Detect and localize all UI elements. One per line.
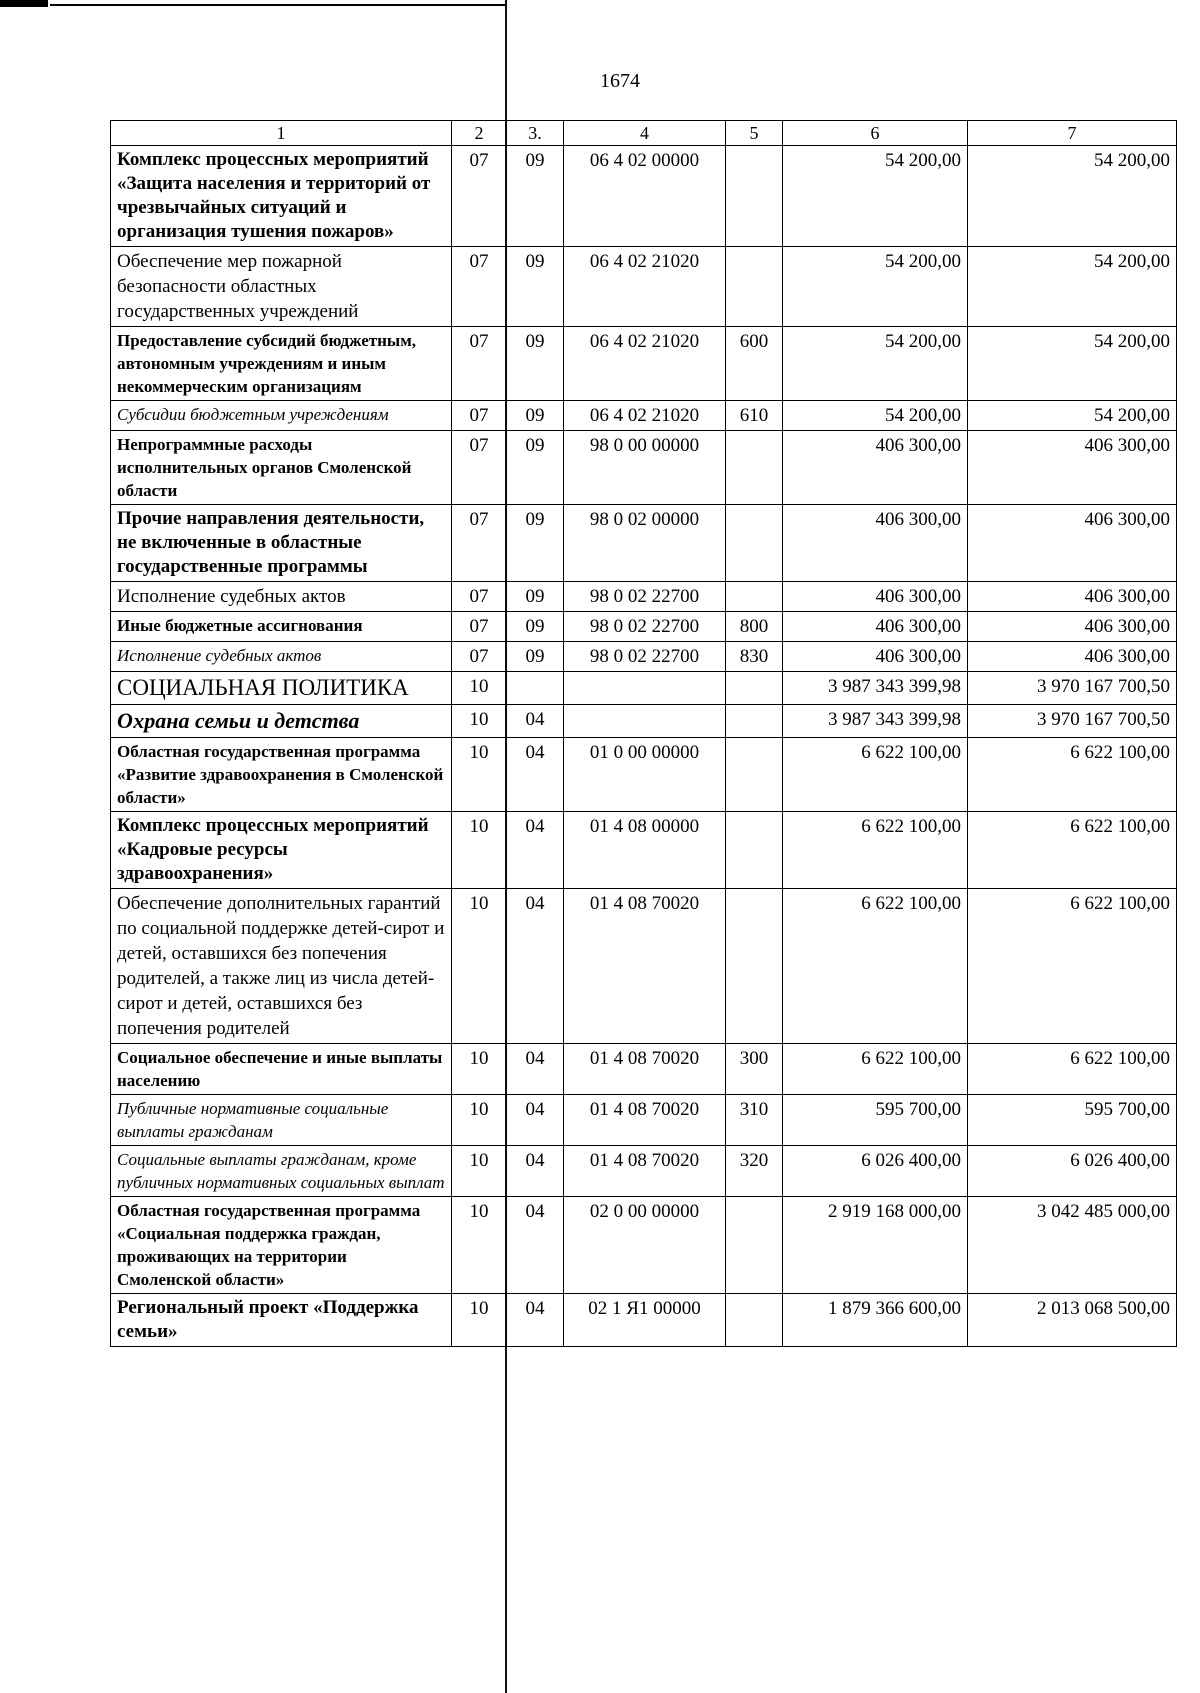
amount-col6: 54 200,00 bbox=[783, 146, 968, 247]
section-code: 10 bbox=[452, 672, 507, 705]
row-name: Иные бюджетные ассигнования bbox=[111, 612, 452, 642]
expense-type bbox=[726, 705, 783, 738]
row-name: Региональный проект «Поддержка семьи» bbox=[111, 1294, 452, 1347]
table-row bbox=[111, 505, 1177, 582]
row-name: Социальные выплаты гражданам, кроме публичных нормативных социальных выплат bbox=[111, 1146, 452, 1197]
section-code: 07 bbox=[452, 247, 507, 327]
target-code: 01 4 08 00000 bbox=[564, 812, 726, 889]
table-row bbox=[111, 401, 1177, 431]
section-code: 10 bbox=[452, 1044, 507, 1095]
row-name: Обеспечение мер пожарной безопасности областных государственных учреждений bbox=[111, 247, 452, 327]
expense-type: 600 bbox=[726, 327, 783, 401]
amount-col7: 3 042 485 000,00 bbox=[968, 1197, 1177, 1294]
amount-col6: 6 622 100,00 bbox=[783, 889, 968, 1044]
column-header: 6 bbox=[783, 121, 968, 146]
amount-col7: 406 300,00 bbox=[968, 431, 1177, 505]
target-code: 98 0 02 22700 bbox=[564, 642, 726, 672]
section-code: 10 bbox=[452, 738, 507, 812]
section-code: 07 bbox=[452, 401, 507, 431]
expense-type bbox=[726, 431, 783, 505]
subsection-code: 09 bbox=[507, 582, 564, 612]
target-code: 01 0 00 00000 bbox=[564, 738, 726, 812]
target-code: 98 0 00 00000 bbox=[564, 431, 726, 505]
expense-type bbox=[726, 247, 783, 327]
page-number: 1674 bbox=[600, 70, 640, 92]
expense-type: 800 bbox=[726, 612, 783, 642]
section-code: 07 bbox=[452, 582, 507, 612]
amount-col7: 54 200,00 bbox=[968, 247, 1177, 327]
amount-col7: 54 200,00 bbox=[968, 146, 1177, 247]
subsection-code: 04 bbox=[507, 889, 564, 1044]
column-header: 7 bbox=[968, 121, 1177, 146]
column-header: 3. bbox=[507, 121, 564, 146]
table-row bbox=[111, 812, 1177, 889]
row-name: Исполнение судебных актов bbox=[111, 642, 452, 672]
column-header: 4 bbox=[564, 121, 726, 146]
table-row bbox=[111, 705, 1177, 738]
target-code: 98 0 02 22700 bbox=[564, 612, 726, 642]
target-code: 01 4 08 70020 bbox=[564, 1146, 726, 1197]
subsection-code: 09 bbox=[507, 431, 564, 505]
section-code: 10 bbox=[452, 812, 507, 889]
subsection-code: 04 bbox=[507, 738, 564, 812]
expense-type bbox=[726, 582, 783, 612]
subsection-code: 04 bbox=[507, 1044, 564, 1095]
amount-col6: 406 300,00 bbox=[783, 612, 968, 642]
table-row bbox=[111, 1294, 1177, 1347]
target-code: 06 4 02 00000 bbox=[564, 146, 726, 247]
target-code bbox=[564, 672, 726, 705]
target-code bbox=[564, 705, 726, 738]
amount-col7: 3 970 167 700,50 bbox=[968, 705, 1177, 738]
budget-table bbox=[110, 120, 1177, 1347]
expense-type bbox=[726, 146, 783, 247]
amount-col7: 406 300,00 bbox=[968, 582, 1177, 612]
amount-col6: 6 622 100,00 bbox=[783, 738, 968, 812]
row-name: Социальное обеспечение и иные выплаты населению bbox=[111, 1044, 452, 1095]
subsection-code: 04 bbox=[507, 1197, 564, 1294]
row-name: Областная государственная программа «Развитие здравоохранения в Смоленской области» bbox=[111, 738, 452, 812]
row-name: Субсидии бюджетным учреждениям bbox=[111, 401, 452, 431]
table-row bbox=[111, 889, 1177, 1044]
table-row bbox=[111, 431, 1177, 505]
amount-col7: 6 622 100,00 bbox=[968, 889, 1177, 1044]
row-name: СОЦИАЛЬНАЯ ПОЛИТИКА bbox=[111, 672, 452, 705]
amount-col6: 1 879 366 600,00 bbox=[783, 1294, 968, 1347]
amount-col7: 2 013 068 500,00 bbox=[968, 1294, 1177, 1347]
row-name: Прочие направления деятельности, не включенные в областные государственные программы bbox=[111, 505, 452, 582]
scan-artifact-line bbox=[50, 4, 507, 6]
amount-col7: 406 300,00 bbox=[968, 642, 1177, 672]
table-row bbox=[111, 1197, 1177, 1294]
section-code: 07 bbox=[452, 612, 507, 642]
table-row bbox=[111, 327, 1177, 401]
expense-type: 300 bbox=[726, 1044, 783, 1095]
expense-type bbox=[726, 738, 783, 812]
section-code: 10 bbox=[452, 1095, 507, 1146]
amount-col6: 6 026 400,00 bbox=[783, 1146, 968, 1197]
table-row bbox=[111, 582, 1177, 612]
table-row bbox=[111, 612, 1177, 642]
table-row bbox=[111, 247, 1177, 327]
section-code: 10 bbox=[452, 1197, 507, 1294]
section-code: 10 bbox=[452, 1294, 507, 1347]
section-code: 07 bbox=[452, 505, 507, 582]
subsection-code bbox=[507, 672, 564, 705]
expense-type bbox=[726, 505, 783, 582]
section-code: 07 bbox=[452, 327, 507, 401]
amount-col7: 406 300,00 bbox=[968, 612, 1177, 642]
amount-col6: 2 919 168 000,00 bbox=[783, 1197, 968, 1294]
amount-col6: 54 200,00 bbox=[783, 401, 968, 431]
row-name: Предоставление субсидий бюджетным, автономным учреждениям и иным некоммерческим организациям bbox=[111, 327, 452, 401]
subsection-code: 09 bbox=[507, 612, 564, 642]
subsection-code: 09 bbox=[507, 505, 564, 582]
amount-col6: 595 700,00 bbox=[783, 1095, 968, 1146]
target-code: 01 4 08 70020 bbox=[564, 1095, 726, 1146]
table-row bbox=[111, 642, 1177, 672]
target-code: 06 4 02 21020 bbox=[564, 327, 726, 401]
amount-col6: 406 300,00 bbox=[783, 505, 968, 582]
amount-col6: 3 987 343 399,98 bbox=[783, 705, 968, 738]
amount-col6: 6 622 100,00 bbox=[783, 812, 968, 889]
table-header-row bbox=[111, 121, 1177, 146]
target-code: 02 0 00 00000 bbox=[564, 1197, 726, 1294]
section-code: 10 bbox=[452, 889, 507, 1044]
section-code: 10 bbox=[452, 705, 507, 738]
table-row bbox=[111, 738, 1177, 812]
expense-type: 830 bbox=[726, 642, 783, 672]
table-row bbox=[111, 1146, 1177, 1197]
subsection-code: 09 bbox=[507, 146, 564, 247]
target-code: 01 4 08 70020 bbox=[564, 1044, 726, 1095]
column-header: 2 bbox=[452, 121, 507, 146]
amount-col7: 6 622 100,00 bbox=[968, 1044, 1177, 1095]
row-name: Комплекс процессных мероприятий «Кадровые ресурсы здравоохранения» bbox=[111, 812, 452, 889]
column-header: 5 bbox=[726, 121, 783, 146]
amount-col6: 406 300,00 bbox=[783, 431, 968, 505]
amount-col6: 6 622 100,00 bbox=[783, 1044, 968, 1095]
expense-type bbox=[726, 672, 783, 705]
subsection-code: 04 bbox=[507, 1146, 564, 1197]
amount-col7: 54 200,00 bbox=[968, 401, 1177, 431]
subsection-code: 04 bbox=[507, 812, 564, 889]
section-code: 07 bbox=[452, 146, 507, 247]
expense-type: 320 bbox=[726, 1146, 783, 1197]
amount-col6: 54 200,00 bbox=[783, 327, 968, 401]
target-code: 02 1 Я1 00000 bbox=[564, 1294, 726, 1347]
amount-col7: 6 622 100,00 bbox=[968, 738, 1177, 812]
expense-type bbox=[726, 1294, 783, 1347]
subsection-code: 09 bbox=[507, 247, 564, 327]
table-row bbox=[111, 1095, 1177, 1146]
scan-artifact-bar bbox=[0, 0, 48, 7]
table-row bbox=[111, 146, 1177, 247]
target-code: 01 4 08 70020 bbox=[564, 889, 726, 1044]
subsection-code: 09 bbox=[507, 401, 564, 431]
row-name: Обеспечение дополнительных гарантий по социальной поддержке детей-сирот и детей, оставшихся без попечения родителей, а также лиц из числа детей-сирот и детей, оставшихся без попечения родителей bbox=[111, 889, 452, 1044]
row-name: Публичные нормативные социальные выплаты гражданам bbox=[111, 1095, 452, 1146]
subsection-code: 09 bbox=[507, 642, 564, 672]
amount-col7: 6 026 400,00 bbox=[968, 1146, 1177, 1197]
target-code: 06 4 02 21020 bbox=[564, 401, 726, 431]
table-row bbox=[111, 672, 1177, 705]
amount-col7: 406 300,00 bbox=[968, 505, 1177, 582]
target-code: 98 0 02 00000 bbox=[564, 505, 726, 582]
expense-type bbox=[726, 889, 783, 1044]
row-name: Охрана семьи и детства bbox=[111, 705, 452, 738]
subsection-code: 04 bbox=[507, 1294, 564, 1347]
row-name: Областная государственная программа «Социальная поддержка граждан, проживающих на территории Смоленской области» bbox=[111, 1197, 452, 1294]
section-code: 10 bbox=[452, 1146, 507, 1197]
expense-type: 310 bbox=[726, 1095, 783, 1146]
column-header: 1 bbox=[111, 121, 452, 146]
section-code: 07 bbox=[452, 431, 507, 505]
row-name: Исполнение судебных актов bbox=[111, 582, 452, 612]
target-code: 98 0 02 22700 bbox=[564, 582, 726, 612]
amount-col6: 406 300,00 bbox=[783, 642, 968, 672]
amount-col7: 6 622 100,00 bbox=[968, 812, 1177, 889]
amount-col7: 54 200,00 bbox=[968, 327, 1177, 401]
section-code: 07 bbox=[452, 642, 507, 672]
expense-type: 610 bbox=[726, 401, 783, 431]
amount-col6: 54 200,00 bbox=[783, 247, 968, 327]
row-name: Непрограммные расходы исполнительных органов Смоленской области bbox=[111, 431, 452, 505]
amount-col6: 406 300,00 bbox=[783, 582, 968, 612]
amount-col7: 3 970 167 700,50 bbox=[968, 672, 1177, 705]
expense-type bbox=[726, 1197, 783, 1294]
subsection-code: 04 bbox=[507, 705, 564, 738]
table-row bbox=[111, 1044, 1177, 1095]
subsection-code: 09 bbox=[507, 327, 564, 401]
subsection-code: 04 bbox=[507, 1095, 564, 1146]
target-code: 06 4 02 21020 bbox=[564, 247, 726, 327]
expense-type bbox=[726, 812, 783, 889]
amount-col6: 3 987 343 399,98 bbox=[783, 672, 968, 705]
row-name: Комплекс процессных мероприятий «Защита населения и территорий от чрезвычайных ситуаций и организация тушения пожаров» bbox=[111, 146, 452, 247]
amount-col7: 595 700,00 bbox=[968, 1095, 1177, 1146]
